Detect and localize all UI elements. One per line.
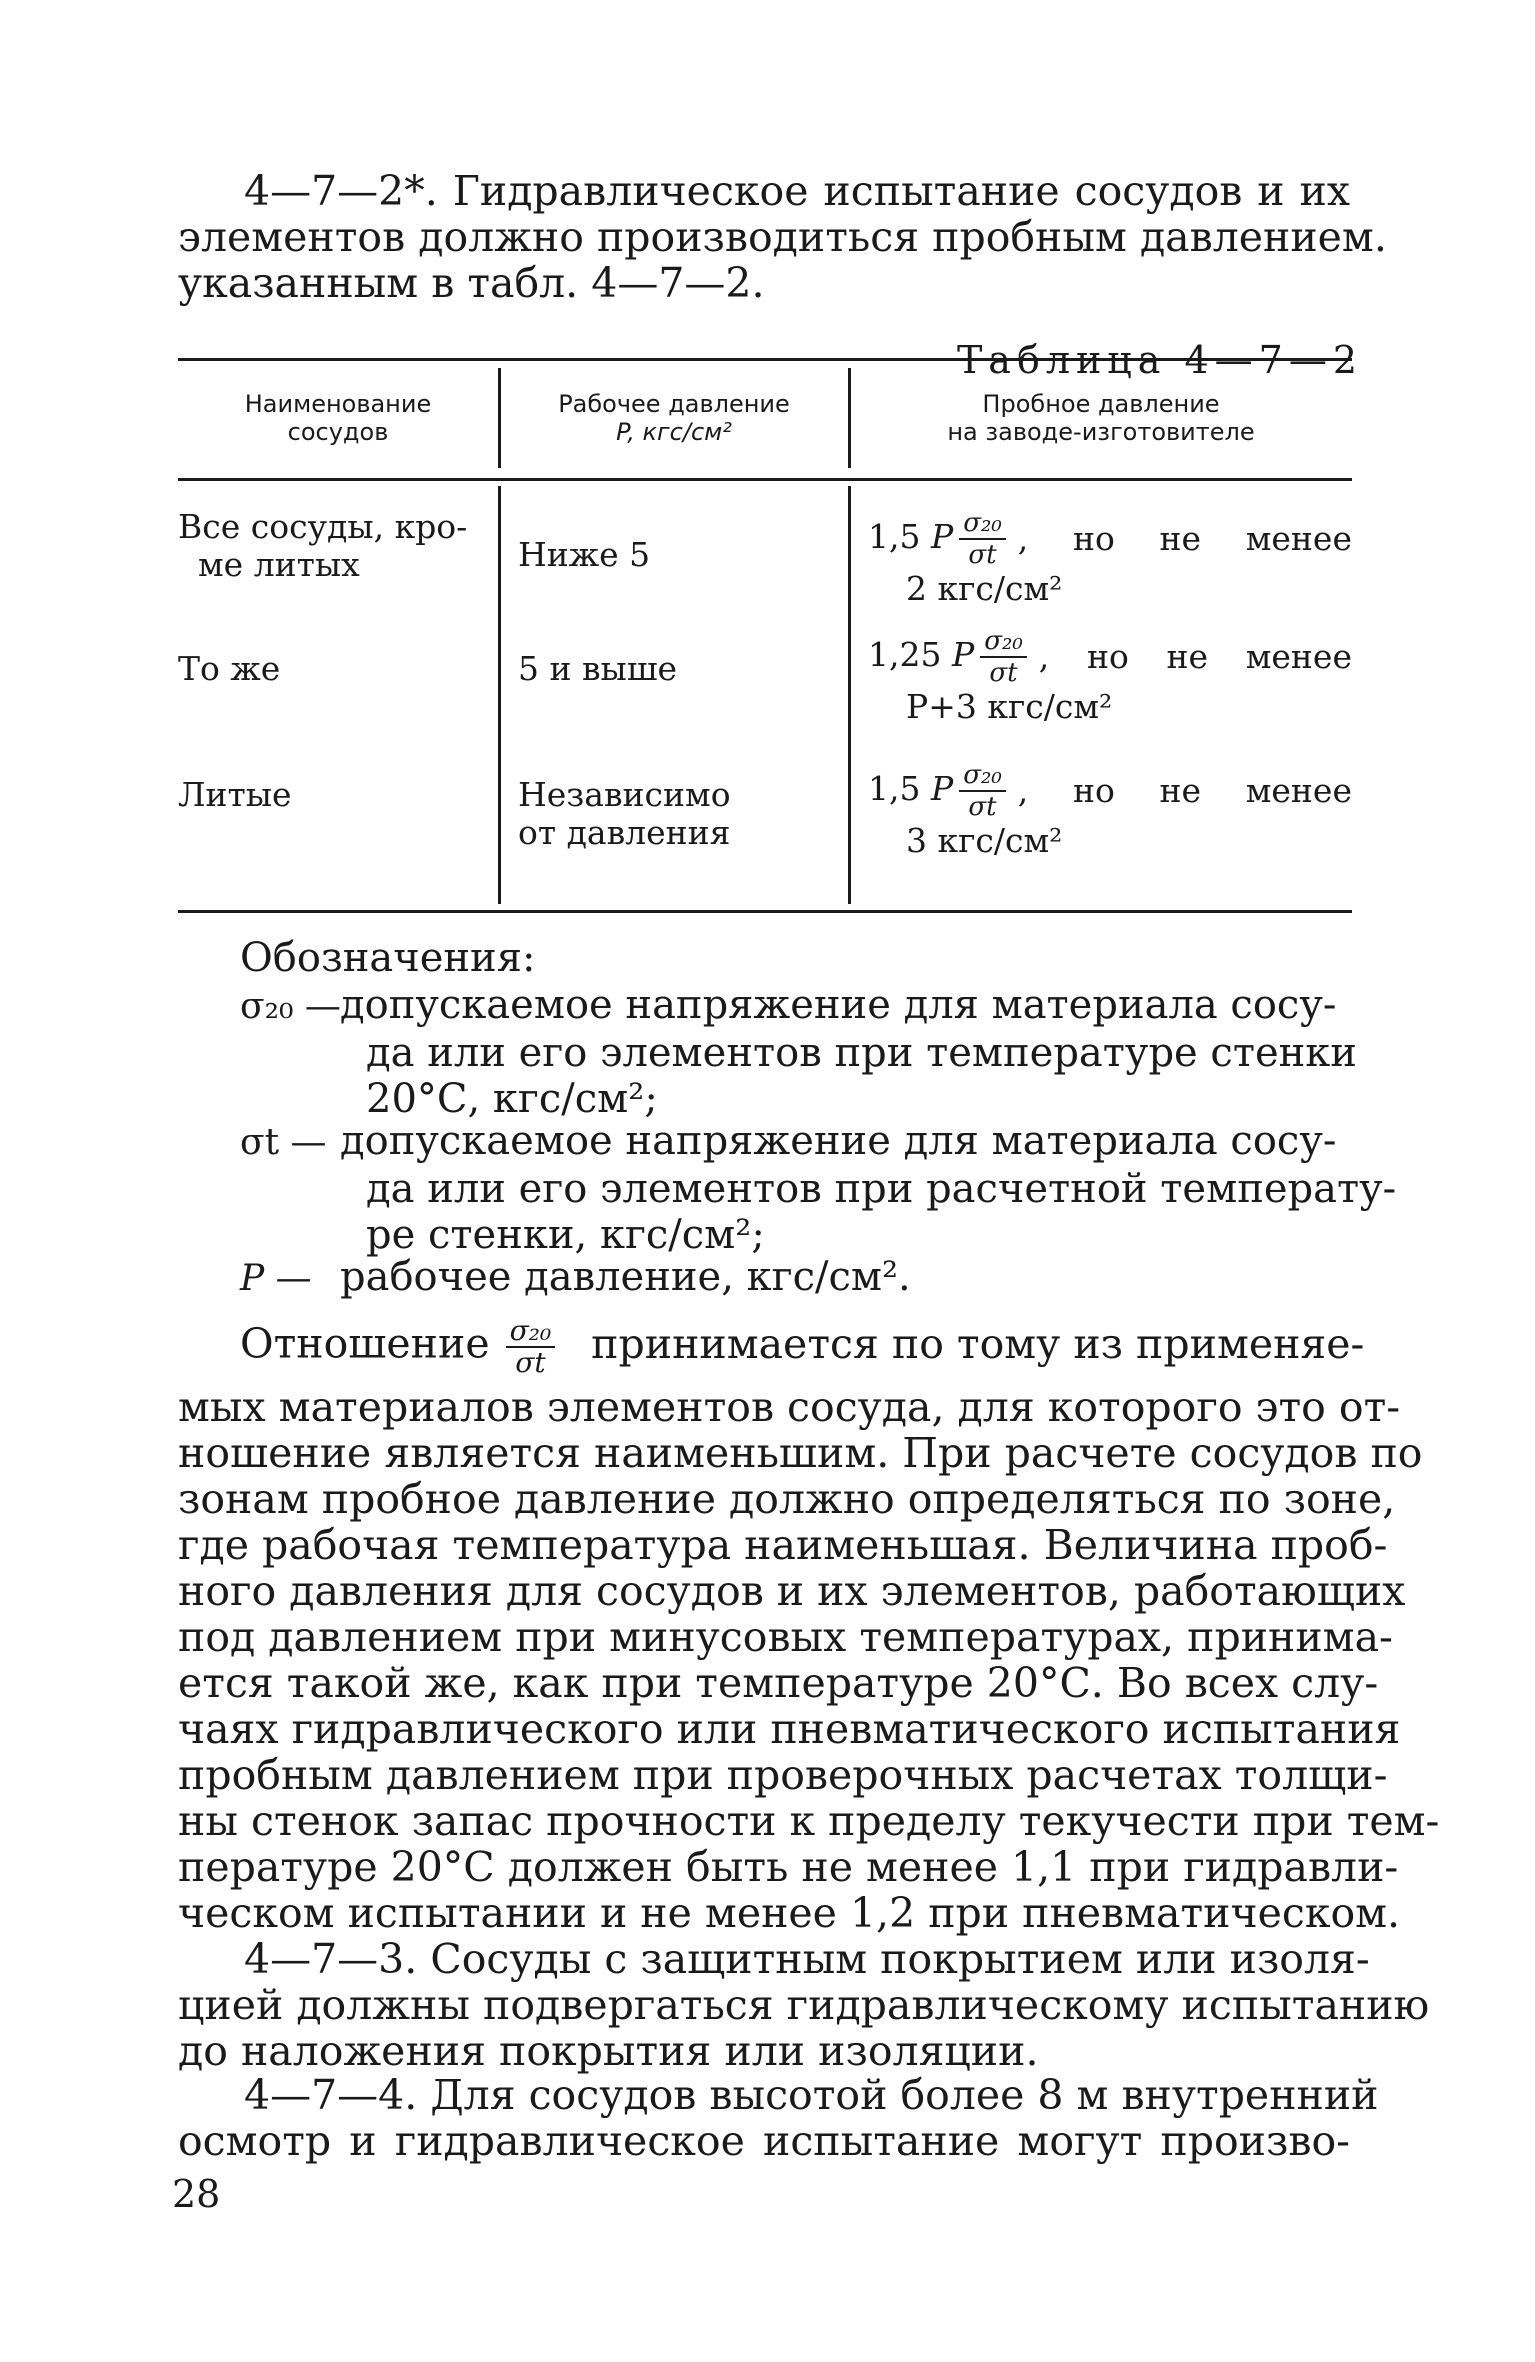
cell-text: ме литых — [198, 545, 360, 584]
text-line: ного давления для сосудов и их элементов, работающих — [178, 1567, 1406, 1615]
text-line: рабочее давление, кгс/см². — [340, 1254, 911, 1300]
ratio-lead-line — [240, 1314, 1365, 1379]
min-pressure: 2 кгс/см² — [906, 569, 1063, 608]
cell-text: от давления — [518, 813, 731, 852]
table-row-1-pressure — [518, 536, 650, 574]
notation-term: P — — [240, 1258, 312, 1299]
sigma-ratio — [959, 760, 1006, 822]
paragraph-4-7-3 — [178, 1935, 1430, 2075]
text-line: ре стенки, кгс/см²; — [366, 1212, 765, 1258]
text-line: указанным в табл. 4—7—2. — [178, 259, 765, 307]
table-header-rule — [178, 478, 1352, 481]
sigma-denominator: σt — [968, 540, 997, 570]
text-line: элементов должно производиться пробным давлением. — [178, 213, 1387, 261]
notation-sigma-20 — [240, 982, 1357, 1122]
table-row-3-name — [178, 776, 292, 814]
text-line: мых материалов элементов сосуда, для которого это от- — [178, 1383, 1401, 1431]
table-bottom-rule — [178, 910, 1352, 913]
table-row-2-test — [868, 626, 1352, 726]
coefficient: 1,5 — [868, 769, 921, 808]
text-line: осмотр и гидравлическое испытание могут произво- — [178, 2117, 1350, 2165]
notation-p — [240, 1254, 1350, 1302]
text-line: пературе 20°С должен быть не менее 1,1 при гидравли- — [178, 1843, 1399, 1891]
cell-text: , но не менее — [1017, 519, 1352, 558]
cell-text: , но не менее — [1038, 637, 1352, 676]
text-line: где рабочая температура наименьшая. Величина проб- — [178, 1521, 1388, 1569]
text-line: 4—7—3. Сосуды с защитным покрытием или изоля- — [244, 1935, 1370, 1983]
header-text: на заводе-изготовителе — [947, 418, 1255, 446]
sigma-denominator: σt — [515, 1346, 546, 1379]
header-test-pressure — [850, 390, 1352, 446]
text-line: ношение является наименьшим. При расчете сосудов по — [178, 1429, 1423, 1477]
text-line: принимается по тому из применяе- — [591, 1319, 1365, 1368]
text-line: цией должны подвергаться гидравлическому испытанию — [178, 1981, 1430, 2029]
text-line: ны стенок запас прочности к пределу текучести при тем- — [178, 1797, 1440, 1845]
text-line: да или его элементов при расчетной температу- — [366, 1166, 1397, 1212]
text-line: 20°С, кгс/см²; — [366, 1076, 658, 1122]
header-text: P, кгс/см² — [616, 418, 732, 446]
header-text: сосудов — [287, 418, 389, 446]
sigma-ratio — [959, 508, 1006, 570]
cell-text: Литые — [178, 775, 292, 814]
p-symbol: P — [930, 517, 954, 556]
sigma-denominator: σt — [968, 792, 997, 822]
sigma-ratio — [506, 1316, 556, 1378]
sigma-numerator: σ₂₀ — [980, 626, 1027, 658]
table-row-3-pressure — [518, 776, 731, 852]
paragraph-4-7-4 — [178, 2071, 1379, 2165]
table-row-2-pressure — [518, 650, 677, 688]
body-divider — [498, 486, 501, 904]
header-text: Наименование — [244, 390, 432, 418]
sigma-denominator: σt — [989, 658, 1018, 688]
text-line: до наложения покрытия или изоляции. — [178, 2027, 1039, 2075]
text-line: допускаемое напряжение для материала сосу- — [340, 982, 1337, 1028]
notation-term: σ₂₀ — — [240, 986, 341, 1027]
min-pressure: P+3 кгс/см² — [906, 687, 1113, 726]
text-line: чаях гидравлического или пневматического испытания — [178, 1705, 1401, 1753]
cell-text: Ниже 5 — [518, 535, 651, 574]
notation-sigma-t — [240, 1118, 1397, 1258]
body-divider — [848, 486, 851, 904]
header-working-pressure — [500, 390, 848, 446]
table-caption: Таблица 4—7—2 — [956, 338, 1363, 382]
paragraph-4-7-2 — [178, 167, 1387, 307]
cell-text: 5 и выше — [518, 649, 678, 688]
text-line: зонам пробное давление должно определяться по зоне, — [178, 1475, 1396, 1523]
text-line: 4—7—2*. Гидравлическое испытание сосудов и их — [244, 167, 1350, 215]
text-line: допускаемое напряжение для материала сосу- — [340, 1118, 1337, 1164]
header-text: Рабочее давление — [558, 390, 790, 418]
table-row-1-name — [178, 508, 478, 584]
sigma-numerator: σ₂₀ — [959, 760, 1006, 792]
text-line: да или его элементов при температуре стенки — [366, 1030, 1357, 1076]
text-line: ется такой же, как при температуре 20°С. Во всех слу- — [178, 1659, 1379, 1707]
text-line: под давлением при минусовых температурах, принима- — [178, 1613, 1393, 1661]
sigma-numerator: σ₂₀ — [959, 508, 1006, 540]
ratio-paragraph — [178, 1383, 1440, 1937]
sigma-numerator: σ₂₀ — [506, 1316, 556, 1348]
notations-title: Обозначения: — [240, 935, 536, 981]
cell-text: Все сосуды, кро- — [178, 507, 468, 546]
sigma-ratio — [980, 626, 1027, 688]
text-line: Отношение — [240, 1319, 490, 1368]
notation-term: σt — — [240, 1122, 327, 1163]
text-line: пробным давлением при проверочных расчетах толщи- — [178, 1751, 1388, 1799]
p-symbol: P — [930, 769, 954, 808]
header-text: Пробное давление — [982, 390, 1220, 418]
text-line: 4—7—4. Для сосудов высотой более 8 м внутренний — [244, 2071, 1379, 2119]
cell-text: , но не менее — [1017, 771, 1352, 810]
text-line: ческом испытании и не менее 1,2 при пневматическом. — [178, 1889, 1401, 1937]
p-symbol: P — [951, 635, 975, 674]
table-row-2-name — [178, 650, 280, 688]
cell-text: Независимо — [518, 775, 731, 814]
coefficient: 1,5 — [868, 517, 921, 556]
page-number: 28 — [172, 2172, 221, 2216]
table-row-1-test — [868, 508, 1352, 608]
min-pressure: 3 кгс/см² — [906, 821, 1063, 860]
cell-text: То же — [178, 649, 281, 688]
header-vessel-name — [178, 390, 498, 446]
table-top-rule — [178, 358, 1352, 361]
coefficient: 1,25 — [868, 635, 942, 674]
table-row-3-test — [868, 760, 1352, 860]
